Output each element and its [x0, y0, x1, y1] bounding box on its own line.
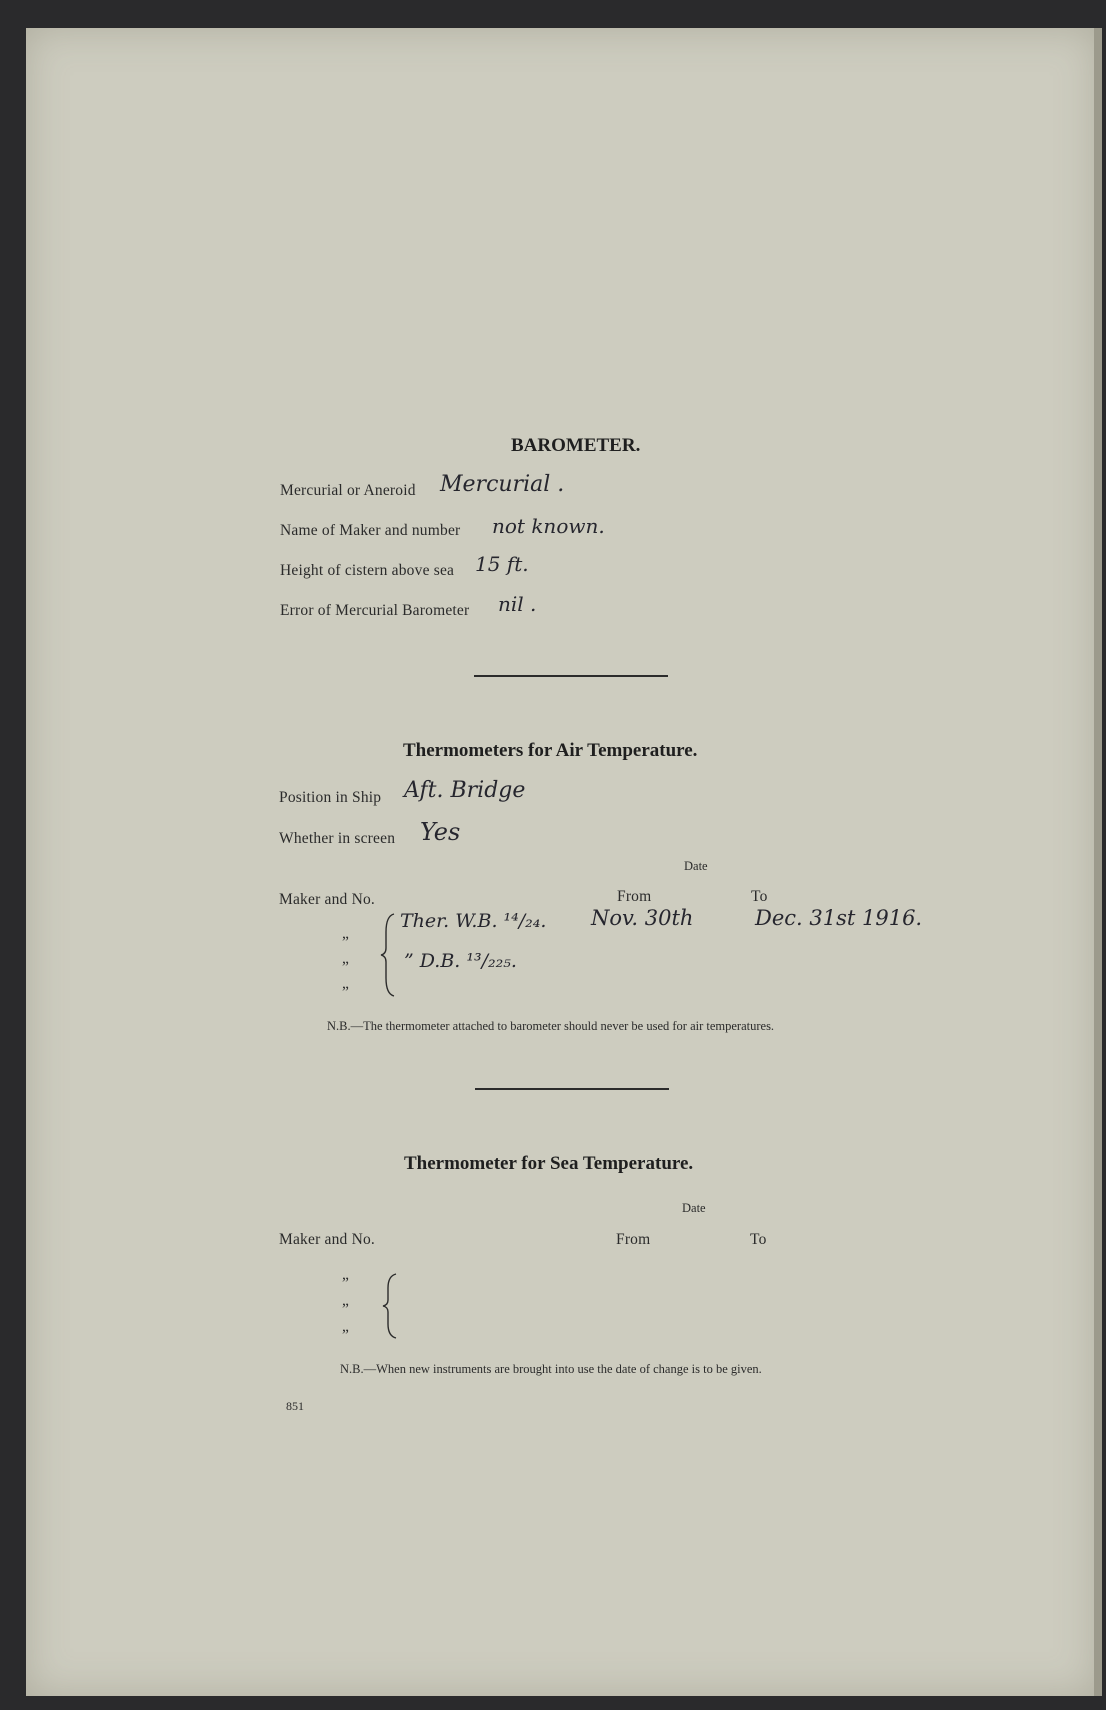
barometer-error-label: Error of Mercurial Barometer [280, 602, 470, 619]
sea-ditto-3: ” [342, 1327, 350, 1344]
maker-and-number-label: Name of Maker and number [280, 522, 461, 539]
sea-ditto-2: ” [342, 1301, 350, 1318]
air-to-value: Dec. 31st 1916. [755, 906, 923, 930]
whether-in-screen-label: Whether in screen [279, 830, 396, 847]
cistern-height-value: 15 ft. [475, 552, 529, 576]
sea-note: N.B.—When new instruments are brought into use the date of change is to be given. [340, 1362, 762, 1376]
air-temperature-heading: Thermometers for Air Temperature. [403, 740, 698, 761]
mercurial-or-aneroid-value: Mercurial . [440, 472, 565, 497]
section-divider-2 [475, 1088, 669, 1090]
air-note: N.B.—The thermometer attached to barometer should never be used for air temperatures. [327, 1019, 775, 1033]
maker-and-number-value: not known. [492, 514, 605, 538]
air-ditto-1: ” [342, 934, 350, 951]
air-instruments-brace [380, 912, 398, 998]
mercurial-or-aneroid-label: Mercurial or Aneroid [280, 482, 416, 499]
document-page [26, 28, 1097, 1696]
sea-maker-label: Maker and No. [279, 1231, 376, 1248]
whether-in-screen-value: Yes [420, 818, 461, 846]
position-in-ship-label: Position in Ship [279, 789, 382, 806]
sea-temperature-heading: Thermometer for Sea Temperature. [404, 1153, 694, 1174]
air-to-label: To [751, 888, 768, 905]
air-maker-label: Maker and No. [279, 891, 376, 908]
sea-to-label: To [750, 1231, 767, 1248]
section-divider-1 [474, 675, 668, 677]
sea-from-label: From [616, 1231, 651, 1248]
page-edge [1094, 28, 1102, 1696]
sea-instruments-brace [382, 1272, 400, 1340]
air-ditto-2: ” [342, 959, 350, 976]
sea-ditto-1: ” [342, 1275, 350, 1292]
air-instrument-wet-bulb: Ther. W.B. ¹⁴/₂₄. [400, 910, 547, 932]
barometer-heading: BAROMETER. [511, 435, 641, 456]
sea-date-label: Date [682, 1201, 706, 1215]
barometer-error-value: nil . [498, 592, 537, 616]
air-from-value: Nov. 30th [591, 906, 694, 930]
air-from-label: From [617, 888, 652, 905]
air-instrument-dry-bulb: ” D.B. ¹³/₂₂₅. [404, 950, 517, 972]
position-in-ship-value: Aft. Bridge [404, 778, 526, 803]
page-number: 851 [286, 1399, 304, 1413]
air-ditto-3: ” [342, 984, 350, 1001]
air-date-label: Date [684, 859, 708, 873]
cistern-height-label: Height of cistern above sea [280, 562, 455, 579]
